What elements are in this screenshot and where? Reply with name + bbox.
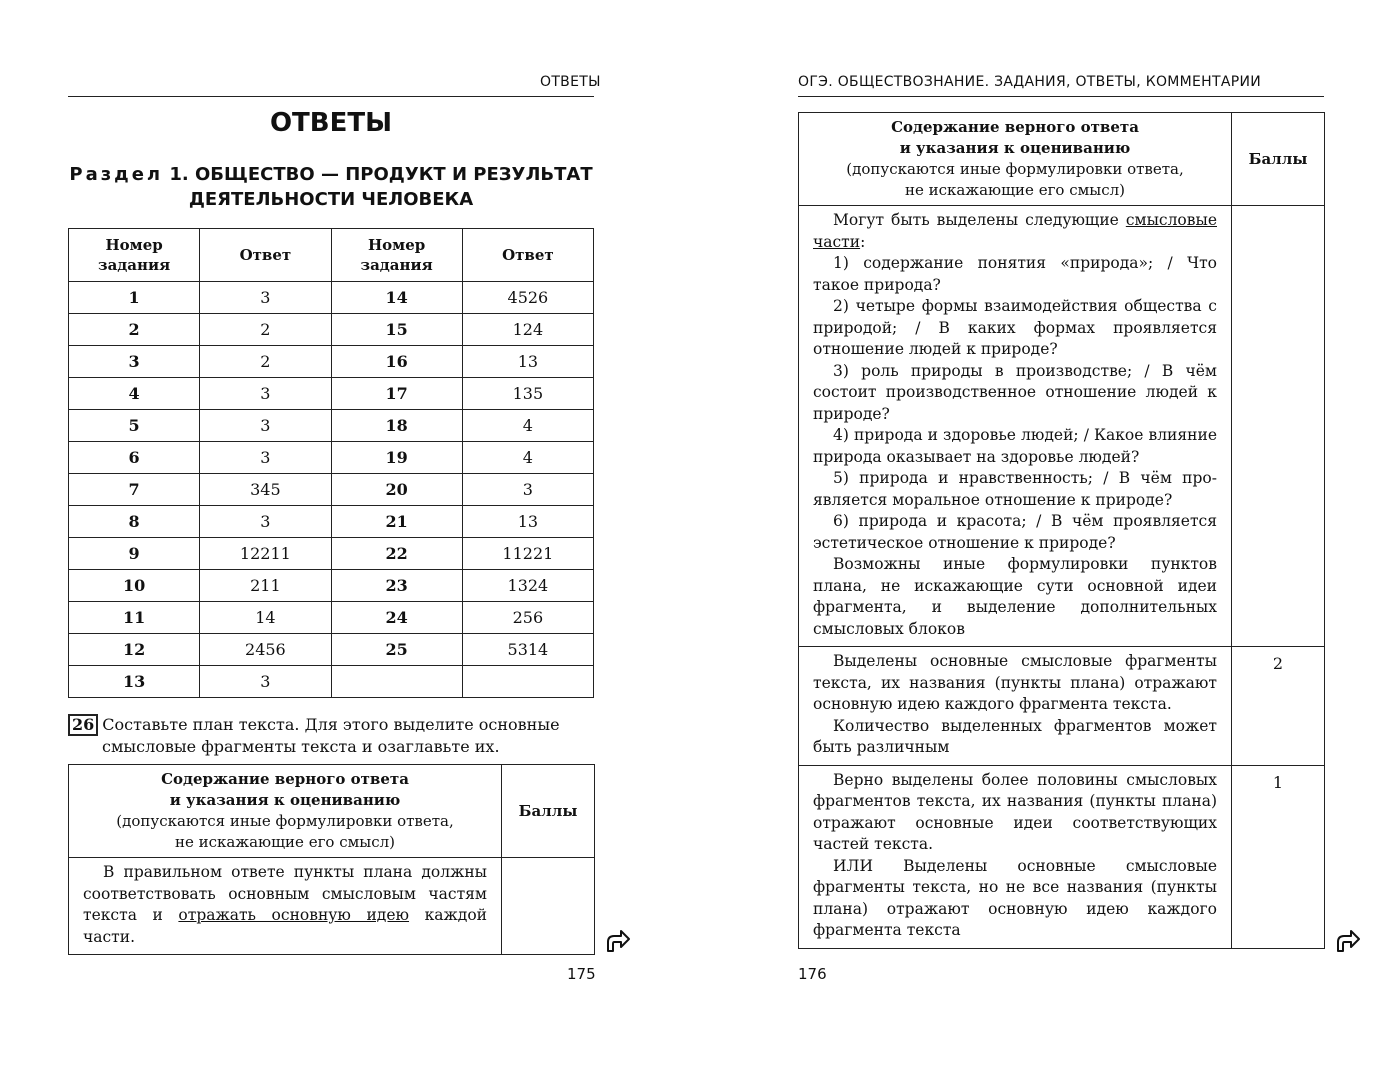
- plan-item: 4) природа и здоровье людей; / Какое влияние природа оказывает на здоровье людей?: [813, 426, 1217, 466]
- task-number-cell: 20: [331, 474, 462, 506]
- answer-cell: 256: [462, 602, 593, 634]
- task-number-cell: 13: [69, 666, 200, 698]
- criteria-score: 2: [1232, 647, 1325, 766]
- task-number-cell: 2: [69, 314, 200, 346]
- criteria-paragraph: Верно выделены более половины смысловых фрагментов текста, их названия (пункты плана) отражают основные идеи соответствующих частей текста.: [813, 770, 1217, 853]
- task-number-cell: 7: [69, 474, 200, 506]
- task-number-cell: 15: [331, 314, 462, 346]
- header-task-number: Номер задания: [69, 229, 200, 282]
- running-head: ОГЭ. ОБЩЕСТВОЗНАНИЕ. ЗАДАНИЯ, ОТВЕТЫ, КОММЕНТАРИИ: [798, 74, 1262, 90]
- task-number-cell: 19: [331, 442, 462, 474]
- task-text-line2: смысловые фрагменты текста и озаглавьте их.: [102, 737, 500, 756]
- criteria-text: [799, 206, 1232, 647]
- page-number: 176: [798, 965, 827, 983]
- answer-cell: 11221: [462, 538, 593, 570]
- criteria-header-row: [799, 113, 1325, 206]
- answer-cell: 3: [200, 378, 331, 410]
- criteria-text: [799, 647, 1232, 766]
- answer-cell: 4: [462, 410, 593, 442]
- answer-cell: 3: [462, 474, 593, 506]
- criteria-paragraph: Количество выделенных фрагментов может быть различным: [813, 716, 1217, 756]
- task-number-cell: 1: [69, 282, 200, 314]
- criteria-paragraph: Выделены основные смысловые фрагменты текста, их названия (пункты плана) отражают основную идею каждого фрагмента текста.: [813, 652, 1217, 713]
- criteria-text: [799, 765, 1232, 948]
- answer-cell: 4526: [462, 282, 593, 314]
- task-text-line1: Составьте план текста. Для этого выделите основные: [102, 715, 560, 734]
- criteria-paragraph: ИЛИ Выделены основные смысловые фрагменты текста, но не все названия (пункты плана) отражают основную идею каждого фрагмента текста: [813, 856, 1217, 939]
- criteria-header-line3: (допускаются иные формулировки ответа,: [116, 812, 454, 830]
- answer-cell: 124: [462, 314, 593, 346]
- task-number-cell: 22: [331, 538, 462, 570]
- task-number-cell: 17: [331, 378, 462, 410]
- page-title: ОТВЕТЫ: [269, 108, 393, 138]
- plan-item: 2) четыре формы взаимодействия общества с природой; / В каких формах проявляется отношение людей к природе?: [813, 297, 1217, 358]
- criteria-header-line3: (допускаются иные формулировки ответа,: [846, 160, 1184, 178]
- plan-item: 6) природа и красота; / В чём проявляется эстетическое отношение к природе?: [813, 512, 1217, 552]
- plan-item: 5) природа и нравственность; / В чём проявляется моральное отношение к природе?: [813, 469, 1217, 509]
- criteria-table: [798, 112, 1325, 949]
- answer-cell: 3: [200, 666, 331, 698]
- task-number-cell: 10: [69, 570, 200, 602]
- task-number-cell: 24: [331, 602, 462, 634]
- criteria-intro: [813, 210, 1217, 253]
- criteria-header-line1: Содержание верного ответа: [161, 770, 409, 788]
- score-header: Баллы: [502, 765, 595, 858]
- answer-cell: 5314: [462, 634, 593, 666]
- criteria-row: [799, 765, 1325, 948]
- criteria-header-line4: не искажающие его смысл): [904, 181, 1126, 199]
- answer-cell: 2: [200, 314, 331, 346]
- header-answer: Ответ: [200, 229, 331, 282]
- criteria-intro-b: :: [860, 232, 866, 251]
- task-number-cell: 4: [69, 378, 200, 410]
- criteria-row: [799, 206, 1325, 647]
- plan-item: 3) роль природы в производстве; / В чём состоит производственное отношение людей к природе?: [813, 361, 1217, 423]
- task-number-cell: 25: [331, 634, 462, 666]
- answer-cell: 2: [200, 346, 331, 378]
- criteria-text-a: В правильном ответе пункты плана должны соответствовать основным смысловым частям текста и: [83, 863, 487, 924]
- section-prefix: Раздел: [69, 164, 164, 185]
- answer-cell: 3: [200, 506, 331, 538]
- plan-item: 1) содержание понятия «природа»; / Что такое природа?: [813, 254, 1217, 294]
- task-number-cell: 9: [69, 538, 200, 570]
- answer-cell: 3: [200, 442, 331, 474]
- task-number-cell: 11: [69, 602, 200, 634]
- task-number-cell: 23: [331, 570, 462, 602]
- task-number-cell: 14: [331, 282, 462, 314]
- answer-cell: 3: [200, 410, 331, 442]
- answer-cell: 13: [462, 506, 593, 538]
- section-title-line1: 1. ОБЩЕСТВО — ПРОДУКТ И РЕЗУЛЬТАТ: [163, 164, 593, 185]
- section-title-line2: ДЕЯТЕЛЬНОСТИ ЧЕЛОВЕКА: [188, 189, 474, 210]
- score-header: Баллы: [1232, 113, 1325, 206]
- task-number-cell: 8: [69, 506, 200, 538]
- answer-cell: 13: [462, 346, 593, 378]
- task-number-cell: 12: [69, 634, 200, 666]
- header-task-number: Номер задания: [331, 229, 462, 282]
- answer-cell: 4: [462, 442, 593, 474]
- answer-cell: 345: [200, 474, 331, 506]
- task-number-cell: 3: [69, 346, 200, 378]
- task-number-cell: 16: [331, 346, 462, 378]
- plan-note: Возможны иные формулировки пунктов плана, не искажающие сути основной идеи фрагмента, и выделение дополнительных смысловых блоков: [813, 555, 1217, 638]
- criteria-text-b: каждой части.: [83, 906, 487, 946]
- criteria-intro-underlined: смысловые части: [813, 211, 1217, 251]
- header-answer: Ответ: [462, 229, 593, 282]
- task-number-cell: 5: [69, 410, 200, 442]
- answer-cell: 3: [200, 282, 331, 314]
- criteria-score: [1232, 206, 1325, 647]
- task-number-cell: 21: [331, 506, 462, 538]
- criteria-header-line4: не искажающие его смысл): [174, 833, 396, 851]
- page-number: 175: [567, 965, 596, 983]
- criteria-row: [799, 647, 1325, 766]
- answer-cell: 211: [200, 570, 331, 602]
- criteria-text-underlined: отражать основную идею: [178, 906, 410, 924]
- criteria-header-line2: и указания к оцениванию: [169, 791, 401, 809]
- criteria-header-line2: и указания к оцениванию: [899, 139, 1131, 157]
- header-rule: [798, 96, 1324, 97]
- turn-page-arrow-icon: [1334, 926, 1362, 954]
- answer-cell: 2456: [200, 634, 331, 666]
- criteria-score: 1: [1232, 765, 1325, 948]
- task-number-cell: 6: [69, 442, 200, 474]
- criteria-header: [799, 113, 1232, 206]
- answer-cell: 1324: [462, 570, 593, 602]
- criteria-intro-a: Могут быть выделены следующие: [833, 211, 1126, 229]
- answer-cell: 14: [200, 602, 331, 634]
- running-head: ОТВЕТЫ: [540, 74, 601, 90]
- task-number-badge: 26: [68, 714, 98, 736]
- answer-cell: 12211: [200, 538, 331, 570]
- criteria-header-line1: Содержание верного ответа: [891, 118, 1139, 136]
- answer-cell: 135: [462, 378, 593, 410]
- task-number-cell: 18: [331, 410, 462, 442]
